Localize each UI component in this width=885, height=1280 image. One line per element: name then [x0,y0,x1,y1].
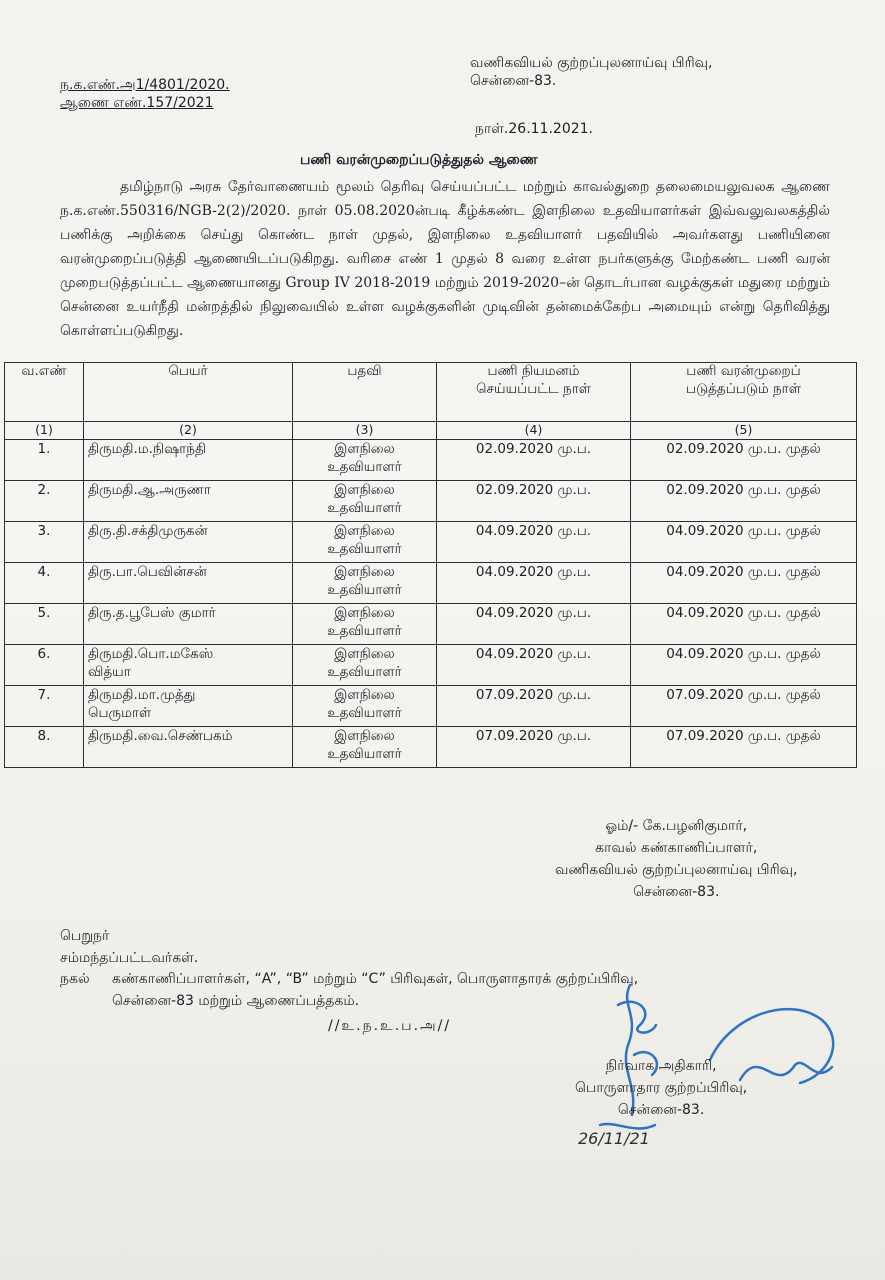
col-number: (2) [84,422,293,440]
staff-name-cell [84,440,293,481]
post-line-1: இளநிலை [334,523,395,539]
post-line-1: இளநிலை [334,687,395,703]
header-join-date: பணி நியமனம் செய்யப்பட்ட நாள் [437,363,631,422]
post-line-2: உதவியாளர் [327,746,402,762]
table-row [5,645,857,686]
column-number-row [5,422,857,440]
copy-label: நகல் [60,971,90,987]
attestation-block [575,1055,747,1121]
post-line-1: இளநிலை [334,605,395,621]
order-date: நாள்.26.11.2021. [475,121,593,137]
serial-number: 3. [5,522,84,563]
post-cell [293,686,437,727]
post-cell [293,645,437,686]
regularised-date: 07.09.2020 மு.ப. முதல் [631,686,857,727]
post-cell [293,563,437,604]
staff-table [4,362,857,768]
table-row [5,440,857,481]
joined-date: 07.09.2020 மு.ப. [437,686,631,727]
joined-date: 04.09.2020 மு.ப. [437,604,631,645]
col-number: (5) [631,422,857,440]
joined-date: 02.09.2020 மு.ப. [437,440,631,481]
regularised-date: 07.09.2020 மு.ப. முதல் [631,727,857,768]
staff-name: திருமதி.வை.செண்பகம் [88,728,233,744]
post-cell [293,481,437,522]
joined-date: 04.09.2020 மு.ப. [437,522,631,563]
col-number: (3) [293,422,437,440]
staff-name: திரு.தி.சக்திமுருகன் [88,523,208,539]
serial-number: 6. [5,645,84,686]
copy-line-2: சென்னை-83 மற்றும் ஆணைப்பத்தகம். [112,993,360,1009]
staff-name-cell [84,727,293,768]
post-line-2: உதவியாளர் [327,541,402,557]
post-cell [293,727,437,768]
staff-name: திருமதி.மா.முத்து [88,687,196,703]
recipients-block [60,925,198,969]
serial-number: 8. [5,727,84,768]
serial-number: 5. [5,604,84,645]
signatory-name: ஓம்/- கே.பழனிகுமார், [605,818,748,834]
serial-number: 2. [5,481,84,522]
staff-name-cont: வித்யா [88,664,131,680]
order-body [60,175,830,343]
staff-name: திருமதி.பொ.மகேஸ் [88,646,214,662]
staff-name-cell [84,686,293,727]
staff-name-cell [84,563,293,604]
regularised-date: 04.09.2020 மு.ப. முதல் [631,604,857,645]
staff-name-cell [84,645,293,686]
staff-name-cell [84,522,293,563]
joined-date: 04.09.2020 மு.ப. [437,563,631,604]
post-line-1: இளநிலை [334,728,395,744]
post-line-2: உதவியாளர் [327,582,402,598]
header-num: வ.எண் [5,363,84,422]
attestation-designation: நிர்வாக அதிகாரி, [605,1058,717,1074]
regularised-date: 02.09.2020 மு.ப. முதல் [631,481,857,522]
office-city: சென்னை-83. [470,73,557,89]
post-cell [293,522,437,563]
regularised-date: 04.09.2020 மு.ப. முதல் [631,522,857,563]
signatory-office: வணிகவியல் குற்றப்புலனாய்வு பிரிவு, [555,862,798,878]
regularised-date: 04.09.2020 மு.ப. முதல் [631,563,857,604]
handwritten-date: 26/11/21 [578,1129,650,1148]
attestation-office: பொருளாதார குற்றப்பிரிவு, [575,1080,748,1096]
header-name: பெயர் [84,363,293,422]
serial-number: 1. [5,440,84,481]
staff-name: திரு.பா.பெவின்சன் [88,564,207,580]
post-line-1: இளநிலை [334,482,395,498]
office-block [470,54,713,90]
post-line-1: இளநிலை [334,646,395,662]
post-line-2: உதவியாளர் [327,623,402,639]
col-number: (1) [5,422,84,440]
joined-date: 02.09.2020 மு.ப. [437,481,631,522]
col-number: (4) [437,422,631,440]
joined-date: 04.09.2020 மு.ப. [437,645,631,686]
order-number: ஆணை எண்.157/2021 [60,95,214,111]
regularised-date: 04.09.2020 மு.ப. முதல் [631,645,857,686]
table-row [5,481,857,522]
signatory-designation: காவல் கண்காணிப்பாளர், [595,840,758,856]
post-line-1: இளநிலை [334,564,395,580]
reference-number: ந.க.எண்.அ1/4801/2020. [60,77,230,93]
table-row [5,604,857,645]
post-cell [293,604,437,645]
post-line-2: உதவியாளர் [327,500,402,516]
post-cell [293,440,437,481]
regularised-date: 02.09.2020 மு.ப. முதல் [631,440,857,481]
post-line-2: உதவியாளர் [327,705,402,721]
office-name: வணிகவியல் குற்றப்புலனாய்வு பிரிவு, [470,55,713,71]
header-regularised-date: பணி வரன்முறைப் படுத்தப்படும் நாள் [631,363,857,422]
signatory-city: சென்னை-83. [633,884,720,900]
copy-line-1: கண்காணிப்பாளர்கள், “A”, “B” மற்றும் “C” பிரிவுகள், பொருளாதாரக் குற்றப்பிரிவு, [112,971,639,987]
table-row [5,522,857,563]
serial-number: 4. [5,563,84,604]
recipients-value: சம்மந்தப்பட்டவர்கள். [60,950,199,966]
order-title: பணி வரன்முறைப்படுத்துதல் ஆணை [300,152,538,168]
file-marker: //உ.ந.உ.ப.அ// [328,1018,452,1034]
joined-date: 07.09.2020 மு.ப. [437,727,631,768]
serial-number: 7. [5,686,84,727]
signatory-block [555,815,798,903]
post-line-2: உதவியாளர் [327,459,402,475]
table-row [5,563,857,604]
attestation-city: சென்னை-83. [617,1102,705,1118]
post-line-2: உதவியாளர் [327,664,402,680]
post-line-1: இளநிலை [334,441,395,457]
header-post: பதவி [293,363,437,422]
table-row [5,727,857,768]
staff-name-cont: பெருமாள் [88,705,152,721]
staff-name-cell [84,481,293,522]
recipients-label: பெறுநர் [60,928,110,944]
staff-name-cell [84,604,293,645]
table-row [5,686,857,727]
body-paragraph: தமிழ்நாடு அரசு தேர்வாணையம் மூலம் தெரிவு செய்யப்பட்ட மற்றும் காவல்துறை தலைமையலுவலக ஆணை ந.க.எண்.550316/NGB-2(2)/2020. நாள் 05.08.2020ன்படி கீழ்க்கண்ட இளநிலை உதவியாளர்கள் இவ்வலுவலகத்தில் பணிக்கு அறிக்கை செய்து கொண்ட நாள் முதல், இளநிலை உதவியாளர் பதவியில் அவர்களது பணியினை வரன்முறைப்படுத்தி ஆணையிடப்படுகிறது. வரிசை எண் 1 முதல் 8 வரை உள்ள நபர்களுக்கு மேற்கண்ட பணி வரன் முறைபடுத்தப்பட்ட ஆணையானது Group IV 2018-2019 மற்றும் 2019-2020–ன் தொடர்பான வழக்குகள் மதுரை மற்றும் சென்னை உயர்நீதி மன்றத்தில் நிலுவையில் உள்ள வழக்குகளின் முடிவின் தன்மைக்கேற்ப அமையும் என்று தெரிவித்து கொள்ளப்படுகிறது. [60,179,830,339]
staff-name: திருமதி.ஆ.அருணா [88,482,211,498]
staff-name: திரு.த.பூபேஸ் குமார் [88,605,216,621]
staff-name: திருமதி.ம.நிஷாந்தி [88,441,207,457]
reference-block [60,76,230,112]
